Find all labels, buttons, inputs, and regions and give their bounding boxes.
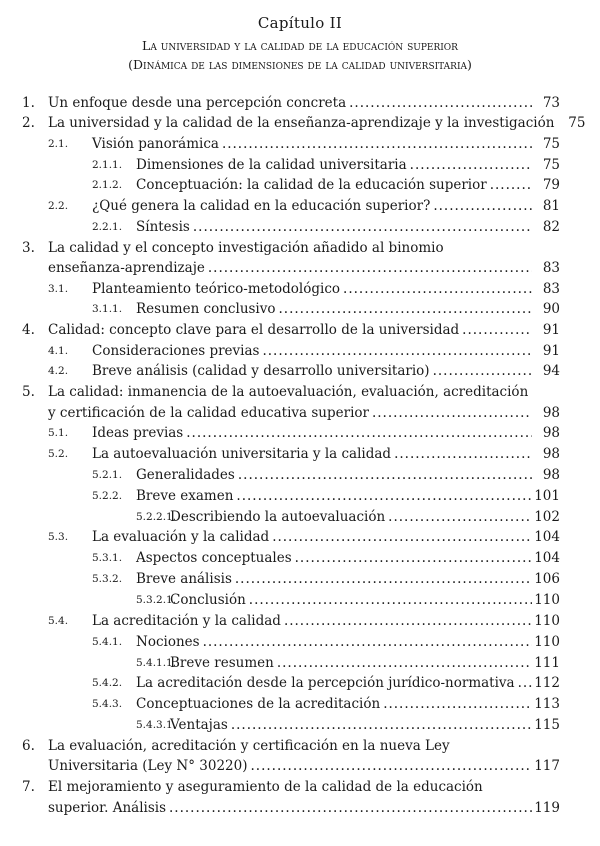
toc-entry-number: 2.2.1. [92, 221, 123, 233]
toc-entry [0, 381, 560, 403]
toc-entry-number: 5.1. [48, 427, 69, 439]
toc-entry-number: 5.4.2. [92, 677, 123, 689]
toc-entry-title: y certificación de la calidad educativa superior [48, 405, 369, 421]
toc-entry-page: 91 [542, 322, 560, 338]
toc-entry [0, 693, 560, 715]
toc-entry-title: Consideraciones previas [92, 343, 260, 359]
toc-entry [0, 92, 560, 114]
toc-entry-number: 5.4.3.1. [136, 719, 177, 731]
toc-entry-page: 73 [542, 95, 560, 111]
toc-entry-number: 5.4.1.1. [136, 657, 177, 669]
toc-entry-page: 98 [542, 405, 560, 421]
chapter-title: La universidad y la calidad de la educación superior [142, 38, 458, 53]
toc-entry [0, 154, 560, 176]
toc-entry-number: 5.2.2. [92, 490, 123, 502]
toc-entry [0, 402, 560, 424]
dot-leader [236, 485, 532, 507]
toc-entry-number: 5.3.2.1. [136, 594, 177, 606]
toc-entry-title: Conceptuación: la calidad de la educación superior [136, 177, 487, 193]
toc-entry-title: La universidad y la calidad de la enseñanza-aprendizaje y la investigación [48, 115, 555, 131]
toc-entry-page: 83 [542, 260, 560, 276]
toc-entry-title: La calidad y el concepto investigación añadido al binomio [48, 240, 444, 256]
toc-entry-number: 1. [22, 95, 35, 111]
toc-entry-page: 111 [534, 655, 560, 671]
toc-entry-title: La acreditación y la calidad [92, 613, 281, 629]
toc-entry-title: Ideas previas [92, 425, 184, 441]
toc-entry-number: 4. [22, 322, 35, 338]
toc-entry-title: Aspectos conceptuales [136, 550, 292, 566]
toc-entry-page: 117 [534, 758, 560, 774]
dot-leader [222, 133, 532, 155]
toc-entry-number: 2.1.1. [92, 159, 123, 171]
toc-entry-page: 110 [534, 634, 560, 650]
dot-leader [208, 257, 532, 279]
toc-entry-page: 104 [534, 529, 560, 545]
toc-entry-title: enseñanza-aprendizaje [48, 260, 205, 276]
toc-entry-page: 119 [534, 800, 560, 816]
toc-entry-title: Visión panorámica [92, 136, 219, 152]
dot-leader [203, 631, 532, 653]
toc-entry [0, 735, 560, 757]
toc-entry-title: La evaluación y la calidad [92, 529, 270, 545]
toc-entry-number: 4.1. [48, 345, 69, 357]
toc-entry-number: 5.3.1. [92, 552, 123, 564]
toc-entry-title: La calidad: inmanencia de la autoevaluación, evaluación, acreditación [48, 384, 529, 400]
toc-entry [0, 776, 560, 798]
toc-entry-page: 75 [568, 115, 586, 131]
toc-entry [0, 755, 560, 777]
toc-entry [0, 797, 560, 819]
toc-entry-number: 2.1. [48, 138, 69, 150]
dot-leader [343, 278, 532, 300]
toc-entry-title: Nociones [136, 634, 200, 650]
toc-entry [0, 443, 560, 465]
toc-entry-number: 5. [22, 384, 35, 400]
toc-entry-title: La acreditación desde la percepción jurídico-normativa [136, 675, 515, 691]
dot-leader [193, 216, 532, 238]
toc-entry-page: 104 [534, 550, 560, 566]
toc-entry [0, 237, 560, 259]
toc-entry-title: Breve resumen [170, 655, 274, 671]
toc-entry-number: 5.3. [48, 531, 69, 543]
toc-entry-page: 101 [534, 488, 560, 504]
toc-entry-page: 102 [534, 509, 560, 525]
dot-leader [277, 652, 532, 674]
toc-entry-title: Un enfoque desde una percepción concreta [48, 95, 347, 111]
toc-entry-title: Conceptuaciones de la acreditación [136, 696, 381, 712]
dot-leader [518, 672, 532, 694]
toc-entry-title: Planteamiento teórico-metodológico [92, 281, 341, 297]
dot-leader [238, 464, 532, 486]
dot-leader [394, 443, 532, 465]
toc-entry-page: 98 [542, 446, 560, 462]
toc-entry-title: Breve análisis [136, 571, 232, 587]
dot-leader [251, 755, 533, 777]
toc-entry-title: ¿Qué genera la calidad en la educación superior? [92, 198, 431, 214]
toc-entry-title: Breve examen [136, 488, 234, 504]
toc-entry-page: 83 [542, 281, 560, 297]
toc-entry-page: 98 [542, 467, 560, 483]
toc-entry [0, 631, 560, 653]
toc-entry-number: 4.2. [48, 365, 69, 377]
toc-entry-page: 90 [542, 301, 560, 317]
dot-leader [231, 714, 532, 736]
toc-entry-title: Síntesis [136, 219, 190, 235]
toc-entry [0, 360, 560, 382]
toc-entry-page: 98 [542, 425, 560, 441]
toc-entry-title: Universitaria (Ley N° 30220) [48, 758, 248, 774]
toc-entry-number: 5.4. [48, 615, 69, 627]
toc-entry-page: 81 [542, 198, 560, 214]
toc-entry-page: 94 [542, 363, 560, 379]
dot-leader [383, 693, 532, 715]
toc-entry-number: 6. [22, 738, 35, 754]
toc-entry [0, 195, 560, 217]
toc-entry-page: 110 [534, 613, 560, 629]
toc-entry [0, 216, 560, 238]
toc-entry [0, 340, 560, 362]
toc-entry-page: 115 [534, 717, 560, 733]
toc-entry-title: Ventajas [170, 717, 228, 733]
toc-entry [0, 672, 560, 694]
toc-entry-number: 5.3.2. [92, 573, 123, 585]
dot-leader [410, 154, 532, 176]
toc-entry-page: 75 [542, 136, 560, 152]
toc-entry-title: Conclusión [170, 592, 246, 608]
toc-entry-number: 7. [22, 779, 35, 795]
toc-entry-title: La autoevaluación universitaria y la calidad [92, 446, 392, 462]
toc-entry [0, 133, 560, 155]
dot-leader [279, 298, 532, 320]
toc-entry [0, 589, 560, 611]
toc-entry [0, 506, 560, 528]
toc-entry-title: Generalidades [136, 467, 235, 483]
toc-entry-number: 2. [22, 115, 35, 131]
toc-entry-page: 82 [542, 219, 560, 235]
toc-entry-number: 2.2. [48, 200, 69, 212]
toc-entry-title: Calidad: concepto clave para el desarrollo de la universidad [48, 322, 460, 338]
dot-leader [272, 526, 532, 548]
toc-entry-title: El mejoramiento y aseguramiento de la calidad de la educación [48, 779, 483, 795]
toc-entry-title: Resumen conclusivo [136, 301, 276, 317]
dot-leader [295, 547, 532, 569]
toc-entry [0, 714, 560, 736]
toc-entry-page: 110 [534, 592, 560, 608]
toc-entry-number: 3.1. [48, 283, 69, 295]
chapter-label: Capítulo II [257, 14, 343, 32]
toc-entry-title: superior. Análisis [48, 800, 167, 816]
toc-entry [0, 257, 560, 279]
toc-entry [0, 526, 560, 548]
dot-leader [433, 360, 532, 382]
toc-entry [0, 464, 560, 486]
dot-leader [249, 589, 532, 611]
toc-entry [0, 547, 560, 569]
chapter-subtitle: (Dinámica de las dimensiones de la calidad universitaria) [128, 57, 472, 72]
dot-leader [284, 610, 532, 632]
toc-entry [0, 652, 560, 674]
dot-leader [490, 174, 532, 196]
toc-entry-number: 5.2.2.1. [136, 511, 177, 523]
dot-leader [169, 797, 532, 819]
toc-entry-title: La evaluación, acreditación y certificación en la nueva Ley [48, 738, 450, 754]
toc-entry-number: 2.1.2. [92, 179, 123, 191]
dot-leader [388, 506, 532, 528]
toc-entry-page: 106 [534, 571, 560, 587]
toc-entry [0, 174, 560, 196]
toc-entry-number: 5.2. [48, 448, 69, 460]
toc-entry-number: 3.1.1. [92, 303, 123, 315]
toc-entry-title: Describiendo la autoevaluación [170, 509, 386, 525]
dot-leader [349, 92, 532, 114]
toc-entry-title: Dimensiones de la calidad universitaria [136, 157, 407, 173]
toc-entry [0, 278, 560, 300]
dot-leader [235, 568, 532, 590]
dot-leader [186, 422, 532, 444]
dot-leader [433, 195, 532, 217]
toc-entry-number: 3. [22, 240, 35, 256]
toc-entry-page: 79 [542, 177, 560, 193]
toc-entry [0, 298, 560, 320]
toc-entry [0, 112, 586, 134]
toc-entry-page: 75 [542, 157, 560, 173]
toc-entry-page: 112 [534, 675, 560, 691]
toc-entry [0, 422, 560, 444]
dot-leader [372, 402, 532, 424]
dot-leader [262, 340, 532, 362]
toc-entry-number: 5.4.1. [92, 636, 123, 648]
toc-entry-title: Breve análisis (calidad y desarrollo universitario) [92, 363, 430, 379]
toc-entry-page: 113 [534, 696, 560, 712]
dot-leader [462, 319, 532, 341]
toc-entry-number: 5.2.1. [92, 469, 123, 481]
toc-entry [0, 568, 560, 590]
toc-entry [0, 485, 560, 507]
toc-entry [0, 610, 560, 632]
toc-entry-page: 91 [542, 343, 560, 359]
toc-entry [0, 319, 560, 341]
toc-entry-number: 5.4.3. [92, 698, 123, 710]
